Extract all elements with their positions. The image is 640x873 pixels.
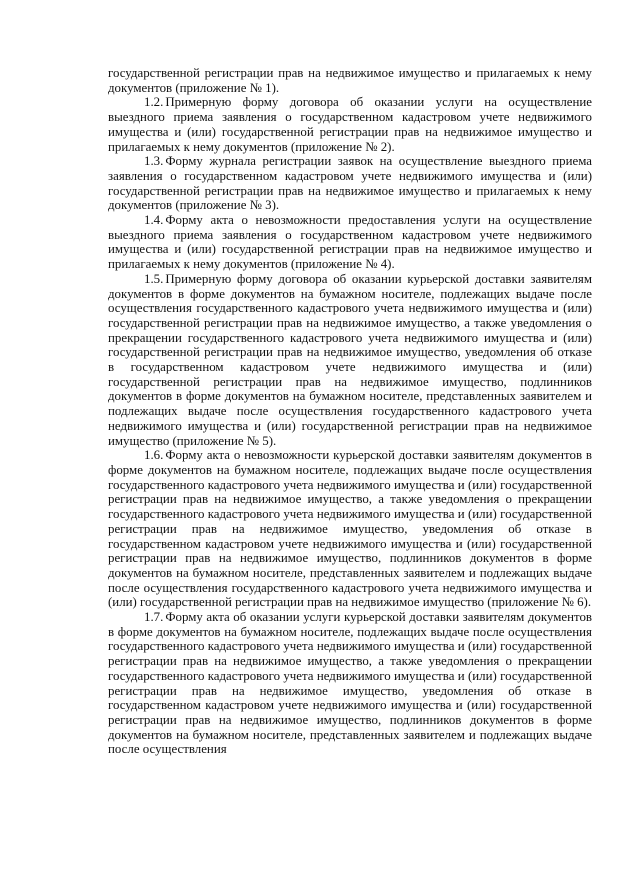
document-page: [108, 66, 592, 757]
paragraph-text: Примерную форму договора об оказании услуги на осуществление выездного приема заявления о государственном кадастровом учете недвижимого имущества и (или) государственной регистрации прав на недвижимое имущество и прилагаемых к нему документов (приложение № 2).: [108, 95, 592, 154]
paragraph-1-7: [108, 610, 592, 757]
paragraph-text: Форму журнала регистрации заявок на осуществление выездного приема заявления о государственном кадастровом учете недвижимого имущества и (или) государственной регистрации прав на недвижимое имущество и прилагаемых к нему документов (приложение № 3).: [108, 154, 592, 213]
paragraph-number: 1.4.: [144, 213, 164, 228]
paragraph-number: 1.7.: [144, 610, 164, 625]
paragraph-number: 1.2.: [144, 95, 164, 110]
paragraph-1-1-continuation: [108, 66, 592, 95]
paragraph-text: Форму акта о невозможности предоставления услуги на осуществление выездного приема заявления о государственном кадастровом учете недвижимого имущества и (или) государственной регистрации прав на недвижимое имущество и прилагаемых к нему документов (приложение № 4).: [108, 213, 592, 272]
paragraph-1-4: [108, 213, 592, 272]
paragraph-number: 1.5.: [144, 271, 164, 286]
paragraph-number: 1.6.: [144, 448, 164, 463]
paragraph-text: Форму акта об оказании услуги курьерской доставки заявителям документов в форме документов на бумажном носителе, подлежащих выдаче после осуществления государственного кадастрового учета недвижимого имущества и (или) государственной регистрации прав на недвижимое имущество, а также уведомления о прекращении государственного кадастрового учета недвижимого имущества и (или) государственной регистрации прав на недвижимое имущество, уведомления об отказе в государственном кадастровом учете недвижимого имущества и (или) государственной регистрации прав на недвижимое имущество, подлинников документов в форме документов на бумажном носителе, представленных заявителем и подлежащих выдаче после осуществления: [108, 610, 592, 757]
paragraph-text: Форму акта о невозможности курьерской доставки заявителям документов в форме документов на бумажном носителе, подлежащих выдаче после осуществления государственного кадастрового учета недвижимого имущества и (или) государственной регистрации прав на недвижимое имущество, а также уведомления о прекращении государственного кадастрового учета недвижимого имущества и (или) государственной регистрации прав на недвижимое имущество, уведомления об отказе в государственном кадастровом учете недвижимого имущества и (или) государственной регистрации прав на недвижимое имущество, подлинников документов в форме документов на бумажном носителе, представленных заявителем и подлежащих выдаче после осуществления государственного кадастрового учета недвижимого имущества и (или) государственной регистрации прав на недвижимое имущество (приложение № 6).: [108, 448, 592, 610]
paragraph-text: государственной регистрации прав на недвижимое имущество и прилагаемых к нему документов (приложение № 1).: [108, 66, 592, 95]
paragraph-1-5: [108, 272, 592, 448]
paragraph-text: Примерную форму договора об оказании курьерской доставки заявителям документов в форме документов на бумажном носителе, подлежащих выдаче после осуществления государственного кадастрового учета недвижимого имущества и (или) государственной регистрации прав на недвижимое имущество, а также уведомления о прекращении государственного кадастрового учета недвижимого имущества и (или) государственной регистрации прав на недвижимое имущество, уведомления об отказе в государственном кадастровом учете недвижимого имущества и (или) государственной регистрации прав на недвижимое имущество, подлинников документов в форме документов на бумажном носителе, представленных заявителем и подлежащих выдаче после осуществления государственного кадастрового учета недвижимого имущества и (или) государственной регистрации прав на недвижимое имущество (приложение № 5).: [108, 271, 592, 448]
paragraph-1-6: [108, 448, 592, 610]
paragraph-1-2: [108, 95, 592, 154]
paragraph-1-3: [108, 154, 592, 213]
paragraph-number: 1.3.: [144, 154, 164, 169]
